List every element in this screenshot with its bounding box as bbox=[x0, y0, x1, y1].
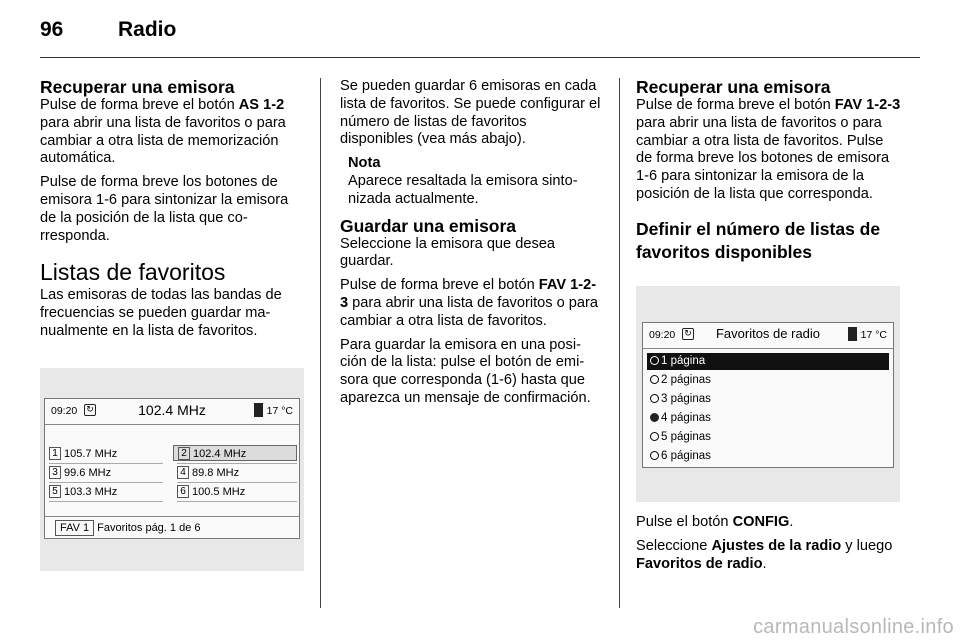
option-label: 6 páginas bbox=[661, 450, 711, 462]
menu-name: Ajustes de la radio bbox=[711, 537, 842, 554]
column-1 bbox=[40, 78, 302, 347]
text: . bbox=[789, 514, 794, 530]
column-3 bbox=[636, 78, 902, 264]
note-text: Aparece resaltada la emisora sintonizada actualmente. bbox=[348, 172, 578, 207]
display bbox=[642, 322, 894, 468]
preset-number: 6 bbox=[177, 485, 189, 498]
radio-icon: ↻ bbox=[84, 404, 96, 416]
option-item[interactable] bbox=[647, 429, 889, 446]
heading-listas: Listas de favoritos bbox=[40, 259, 226, 286]
radio-icon bbox=[650, 451, 659, 460]
paragraph bbox=[636, 514, 902, 532]
divider bbox=[177, 463, 297, 464]
status-bar bbox=[643, 323, 893, 347]
button-name: FAV 1-2-3 bbox=[340, 277, 597, 311]
paragraph: Pulse de forma breve los botones de emisora 1-6 para sintonizar la emisora de la posición de la lista que corresponda. bbox=[40, 174, 289, 244]
text: Pulse de forma breve el botón bbox=[340, 277, 539, 294]
text: para abrir una lista de favoritos o para cambiar a otra lista de memorización automática. bbox=[40, 114, 286, 167]
option-item[interactable] bbox=[647, 372, 889, 389]
section-title: Radio bbox=[118, 18, 177, 41]
radio-icon: ↻ bbox=[682, 328, 694, 340]
button-name: AS 1-2 bbox=[238, 97, 285, 113]
thermometer-icon bbox=[254, 403, 263, 417]
radio-icon bbox=[650, 375, 659, 384]
option-label: 4 páginas bbox=[661, 412, 711, 424]
preset-frequency: 89.8 MHz bbox=[192, 467, 240, 479]
option-item[interactable] bbox=[647, 410, 889, 427]
paragraph bbox=[40, 97, 302, 168]
note bbox=[340, 155, 602, 208]
paragraph: Las emisoras de todas las bandas de frecuencias se pueden guardar manualmente en la lista de favoritos. bbox=[40, 287, 282, 339]
column-divider-1 bbox=[320, 78, 321, 608]
preset-frequency: 99.6 MHz bbox=[64, 467, 112, 479]
column-2 bbox=[340, 78, 602, 414]
option-item[interactable] bbox=[647, 353, 889, 370]
heading-recuperar: Recuperar una emisora bbox=[636, 77, 831, 97]
option-label: 2 páginas bbox=[661, 374, 711, 386]
heading-guardar: Guardar una emisora bbox=[340, 215, 517, 236]
clock: 09:20 bbox=[649, 329, 676, 341]
text: para abrir una lista de favoritos o para cambiar a otra lista de favoritos. Pulse de forma breve los botones de emisora 1-6 para sintonizar la emisora de la posición de la lista que corresponda. bbox=[636, 114, 890, 202]
paragraph: Seleccione la emisora que desea guardar. bbox=[340, 235, 555, 270]
preset-number: 5 bbox=[49, 485, 61, 498]
option-label: 1 página bbox=[661, 355, 706, 367]
preset-button[interactable] bbox=[177, 465, 239, 481]
watermark: carmanualsonline.info bbox=[753, 616, 954, 638]
preset-number: 2 bbox=[178, 447, 190, 460]
paragraph: Para guardar la emisora en una posición de la lista: pulse el botón de emisora que corresponda (1-6) hasta que aparezca un mensaje de confirmación. bbox=[340, 336, 591, 406]
preset-frequency: 102.4 MHz bbox=[193, 448, 247, 460]
favorites-bar bbox=[45, 516, 299, 538]
thermometer-icon bbox=[848, 327, 857, 341]
column-3-bottom bbox=[636, 514, 902, 579]
preset-number: 4 bbox=[177, 466, 189, 479]
option-label: 5 páginas bbox=[661, 431, 711, 443]
preset-frequency: 100.5 MHz bbox=[192, 486, 246, 498]
divider bbox=[49, 501, 163, 502]
option-label: 3 páginas bbox=[661, 393, 711, 405]
note-title: Nota bbox=[348, 155, 381, 172]
option-item[interactable] bbox=[647, 448, 889, 465]
display bbox=[44, 398, 300, 539]
preset-button[interactable] bbox=[177, 484, 245, 500]
radio-icon bbox=[650, 432, 659, 441]
temperature: 17 °C bbox=[860, 329, 887, 341]
paragraph bbox=[636, 538, 902, 574]
frequency-title: 102.4 MHz bbox=[138, 402, 206, 418]
page-number: 96 bbox=[40, 18, 64, 41]
preset-button[interactable] bbox=[49, 465, 111, 481]
preset-button[interactable] bbox=[49, 484, 117, 500]
radio-icon bbox=[650, 394, 659, 403]
heading-definir: Definir el número de listas de favoritos disponibles bbox=[636, 218, 881, 262]
menu-name: Favoritos de radio bbox=[636, 555, 763, 572]
radio-icon bbox=[650, 413, 659, 422]
fav-button[interactable]: FAV 1 bbox=[55, 520, 94, 536]
paragraph: Se pueden guardar 6 emisoras en cada lista de favoritos. Se puede configurar el número de listas de favoritos disponibles (vea más abajo). bbox=[340, 78, 601, 148]
status-bar bbox=[45, 399, 299, 423]
text: para abrir una lista de favoritos o para cambiar a otra lista de favoritos. bbox=[340, 294, 598, 329]
temperature: 17 °C bbox=[266, 405, 293, 417]
text: Pulse de forma breve el botón bbox=[636, 97, 835, 113]
favorites-page-label: Favoritos pág. 1 de 6 bbox=[97, 522, 201, 534]
text: Pulse el botón bbox=[636, 514, 733, 530]
column-divider-2 bbox=[619, 78, 620, 608]
preset-frequency: 105.7 MHz bbox=[64, 448, 118, 460]
divider bbox=[643, 348, 893, 349]
paragraph bbox=[636, 97, 902, 204]
text: . bbox=[762, 555, 767, 572]
divider bbox=[177, 482, 297, 483]
radio-screen-favorites bbox=[636, 286, 900, 502]
paragraph bbox=[340, 277, 602, 330]
clock: 09:20 bbox=[51, 405, 78, 417]
preset-button[interactable] bbox=[173, 445, 297, 461]
divider bbox=[177, 501, 297, 502]
heading-recuperar: Recuperar una emisora bbox=[40, 77, 235, 97]
option-item[interactable] bbox=[647, 391, 889, 408]
divider bbox=[45, 424, 299, 425]
radio-icon bbox=[650, 356, 659, 365]
divider bbox=[49, 463, 163, 464]
text: y luego bbox=[841, 537, 893, 554]
divider bbox=[49, 482, 163, 483]
text: Pulse de forma breve el botón bbox=[40, 97, 239, 113]
menu-title: Favoritos de radio bbox=[715, 326, 821, 341]
preset-button[interactable] bbox=[49, 446, 117, 462]
preset-frequency: 103.3 MHz bbox=[64, 486, 118, 498]
preset-number: 1 bbox=[49, 447, 61, 460]
radio-screen-presets bbox=[40, 368, 304, 571]
header-rule bbox=[40, 57, 920, 58]
button-name: FAV 1-2-3 bbox=[834, 97, 901, 113]
preset-number: 3 bbox=[49, 466, 61, 479]
text: Seleccione bbox=[636, 537, 712, 554]
button-name: CONFIG bbox=[732, 514, 790, 530]
